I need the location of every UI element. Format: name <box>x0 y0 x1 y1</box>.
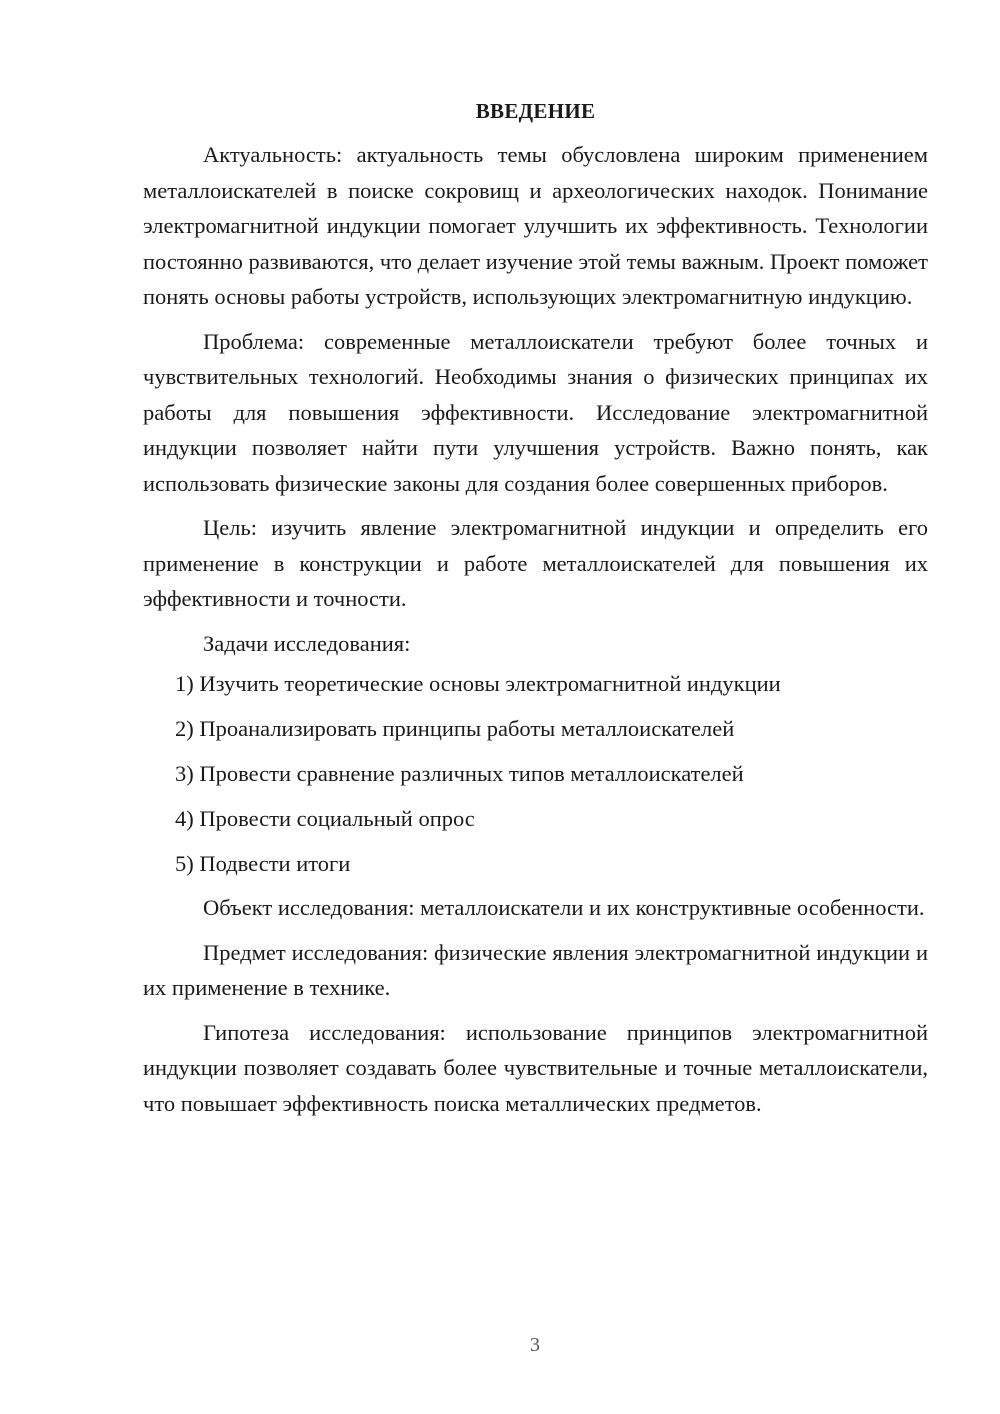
paragraph-subject: Предмет исследования: физические явления электромагнитной индукции и их применение в технике. <box>143 939 928 1000</box>
task-item: 2) Проанализировать принципы работы металлоискателей <box>175 716 735 741</box>
page-number: 3 <box>530 1334 540 1356</box>
paragraph-problem: Проблема: современные металлоискатели требуют более точных и чувствительных технологий. Необходимы знания о физических принципах их работы для повышения эффективности. Исследование электромагнитной индукции позволяет найти пути улучшения устройств. Важно понять, как использовать физические законы для создания более совершенных приборов. <box>143 328 928 496</box>
task-list <box>143 661 928 886</box>
task-item: 4) Провести социальный опрос <box>175 806 475 831</box>
paragraph-tasks-heading: Задачи исследования: <box>203 630 411 656</box>
task-item: 5) Подвести итоги <box>175 851 351 876</box>
paragraph-goal: Цель: изучить явление электромагнитной индукции и определить его применение в конструкции и работе металлоискателей для повышения их эффективности и точности. <box>143 515 928 611</box>
paragraph-hypothesis: Гипотеза исследования: использование принципов электромагнитной индукции позволяет создавать более чувствительные и точные металлоискатели, что повышает эффективность поиска металлических предметов. <box>143 1019 928 1116</box>
paragraph-object: Объект исследования: металлоискатели и их конструктивные особенности. <box>203 895 925 920</box>
page-content <box>143 96 928 1130</box>
task-item: 3) Провести сравнение различных типов металлоискателей <box>175 761 744 786</box>
section-title: ВВЕДЕНИЕ <box>475 99 596 123</box>
task-item: 1) Изучить теоретические основы электромагнитной индукции <box>175 671 781 696</box>
paragraph-relevance: Актуальность: актуальность темы обусловлена широким применением металлоискателей в поиске сокровищ и археологических находок. Понимание электромагнитной индукции помогает улучшить их эффективность. Технологии постоянно развиваются, что делает изучение этой темы важным. Проект поможет понять основы работы устройств, использующих электромагнитную индукцию. <box>143 142 928 309</box>
